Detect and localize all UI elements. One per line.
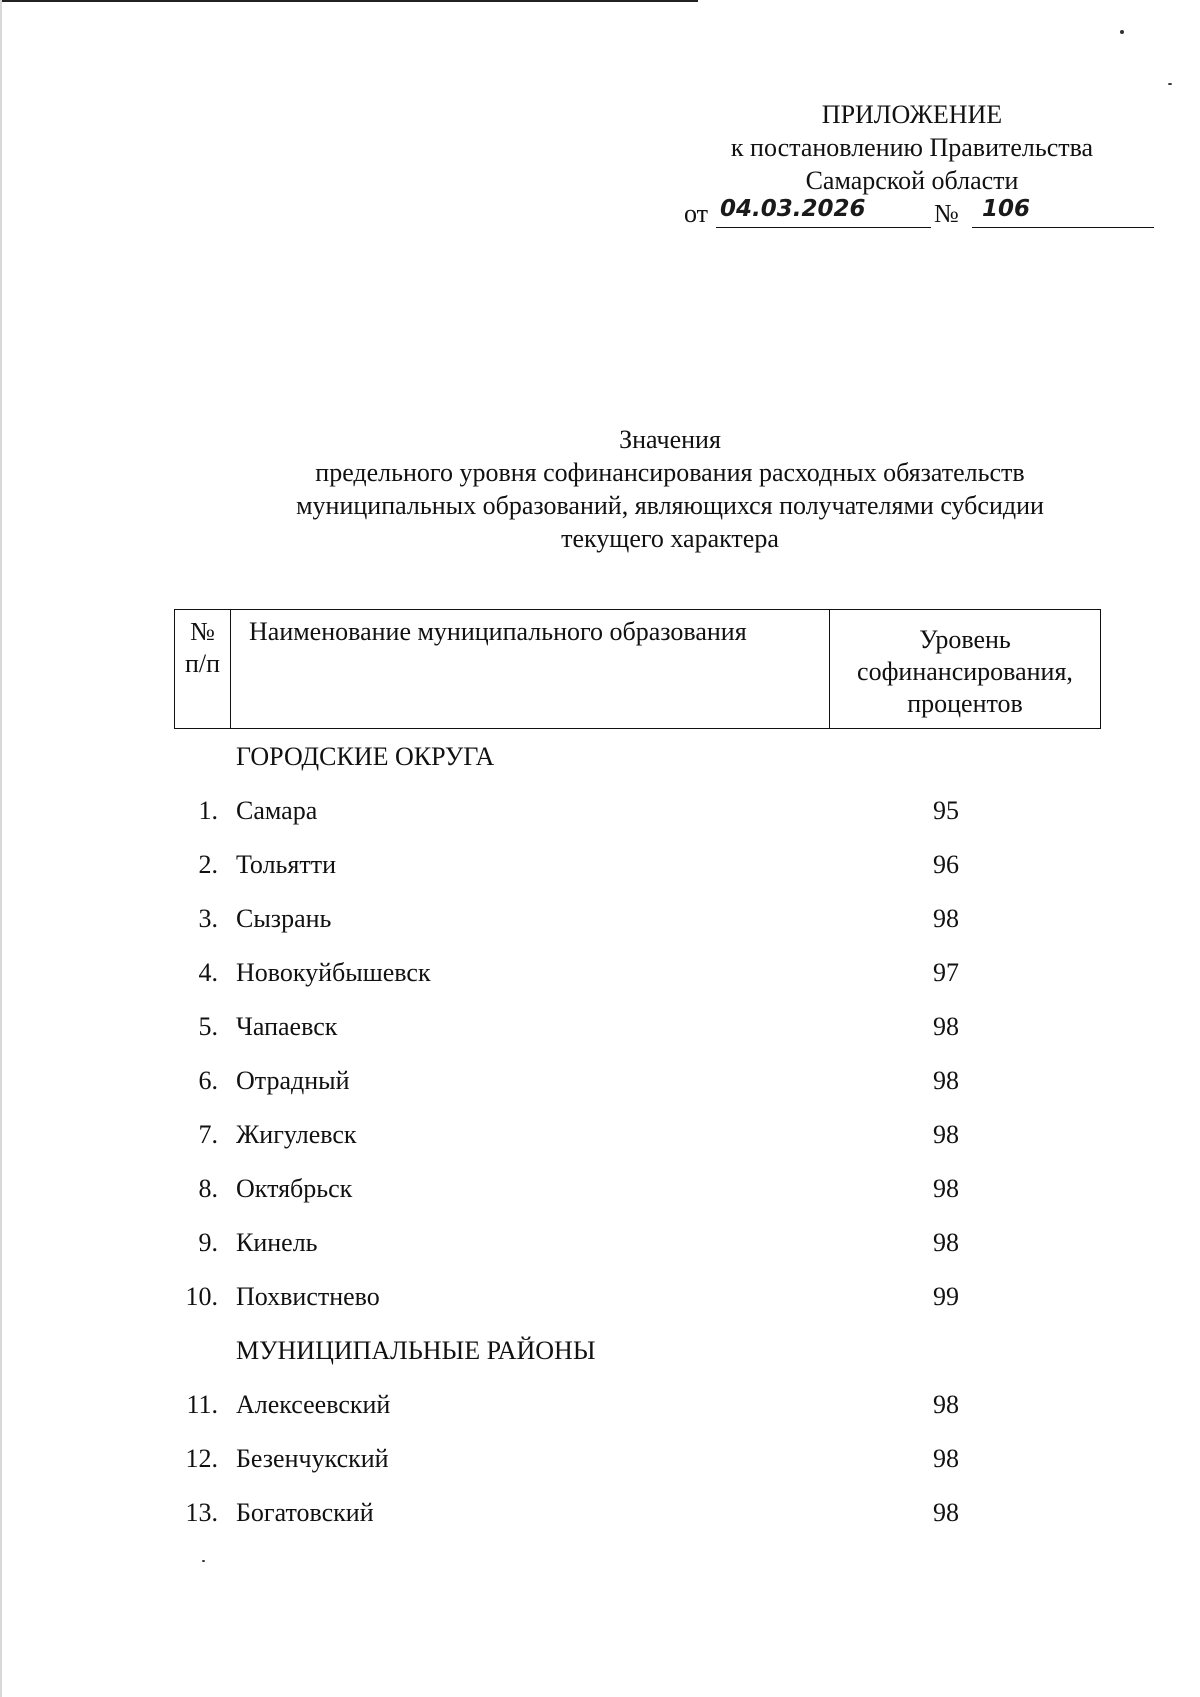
row-value: 98 — [933, 1120, 959, 1149]
row-number: 2. — [198, 850, 218, 879]
row-number: 5. — [198, 1012, 218, 1041]
row-number: 3. — [198, 904, 218, 933]
row-name: Октябрьск — [236, 1174, 353, 1203]
table-row — [174, 1216, 1084, 1270]
scan-top-edge — [0, 0, 698, 2]
handwritten-date: 04.03.2026 — [720, 196, 866, 222]
scan-speck — [202, 1560, 205, 1562]
row-name: Богатовский — [236, 1498, 374, 1527]
row-value: 96 — [933, 850, 959, 879]
table-header — [174, 609, 1101, 729]
row-number: 1. — [198, 796, 218, 825]
date-prefix: от — [684, 199, 709, 228]
annex-date-line — [684, 197, 1154, 231]
row-name: Отрадный — [236, 1066, 350, 1095]
row-name: Жигулевск — [236, 1120, 357, 1149]
header-name: Наименование муниципального образования — [231, 610, 830, 729]
table-body — [174, 730, 1084, 1540]
urban-rows — [174, 784, 1084, 1324]
row-value: 98 — [933, 1012, 959, 1041]
row-name: Новокуйбышевск — [236, 958, 431, 987]
title-line-3: муниципальных образований, являющихся получателями субсидии — [296, 491, 1044, 520]
document-title — [180, 423, 1160, 555]
scan-speck — [1120, 30, 1124, 34]
row-value: 98 — [933, 1228, 959, 1257]
row-number: 12. — [185, 1444, 218, 1473]
annex-line-2: Самарской области — [805, 166, 1019, 195]
row-name: Чапаевск — [236, 1012, 338, 1041]
table-row — [174, 1162, 1084, 1216]
table-row — [174, 1108, 1084, 1162]
row-number: 8. — [198, 1174, 218, 1203]
row-value: 98 — [933, 1498, 959, 1527]
row-number: 6. — [198, 1066, 218, 1095]
table-row — [174, 892, 1084, 946]
row-number: 9. — [198, 1228, 218, 1257]
header-number: № п/п — [175, 610, 231, 729]
row-number: 11. — [186, 1390, 218, 1419]
handwritten-number: 106 — [982, 196, 1031, 222]
row-name: Самара — [236, 796, 318, 825]
row-name: Тольятти — [236, 850, 337, 879]
table-row — [174, 1486, 1084, 1540]
section-urban-districts: ГОРОДСКИЕ ОКРУГА — [236, 742, 495, 771]
row-value: 98 — [933, 1390, 959, 1419]
row-value: 98 — [933, 1174, 959, 1203]
title-line-2: предельного уровня софинансирования расходных обязательств — [315, 458, 1025, 487]
scan-speck — [1168, 83, 1172, 85]
table-row — [174, 838, 1084, 892]
district-rows — [174, 1378, 1084, 1540]
row-value: 97 — [933, 958, 959, 987]
row-name: Кинель — [236, 1228, 318, 1257]
number-prefix: № — [934, 199, 959, 228]
row-number: 13. — [185, 1498, 218, 1527]
table-row — [174, 1270, 1084, 1324]
row-name: Похвистнево — [236, 1282, 380, 1311]
row-value: 95 — [933, 796, 959, 825]
row-name: Сызрань — [236, 904, 332, 933]
row-number: 4. — [198, 958, 218, 987]
number-underline — [972, 227, 1154, 228]
title-line-1: Значения — [619, 425, 721, 454]
row-value: 98 — [933, 1066, 959, 1095]
row-value: 98 — [933, 1444, 959, 1473]
row-number: 7. — [198, 1120, 218, 1149]
table-row — [174, 946, 1084, 1000]
table-row — [174, 784, 1084, 838]
table-row — [174, 1054, 1084, 1108]
scan-left-edge — [0, 0, 2, 1697]
title-line-4: текущего характера — [561, 524, 779, 553]
annex-block — [692, 98, 1132, 197]
row-name: Безенчукский — [236, 1444, 389, 1473]
table-row — [174, 1432, 1084, 1486]
header-level: Уровень софинансирования, процентов — [830, 610, 1101, 729]
row-value: 99 — [933, 1282, 959, 1311]
section-municipal-districts: МУНИЦИПАЛЬНЫЕ РАЙОНЫ — [236, 1336, 596, 1365]
annex-title: ПРИЛОЖЕНИЕ — [821, 100, 1003, 129]
annex-line-1: к постановлению Правительства — [730, 133, 1094, 162]
row-name: Алексеевский — [236, 1390, 391, 1419]
table-row — [174, 1000, 1084, 1054]
row-number: 10. — [185, 1282, 218, 1311]
row-value: 98 — [933, 904, 959, 933]
table-row — [174, 1378, 1084, 1432]
date-underline — [716, 227, 931, 228]
